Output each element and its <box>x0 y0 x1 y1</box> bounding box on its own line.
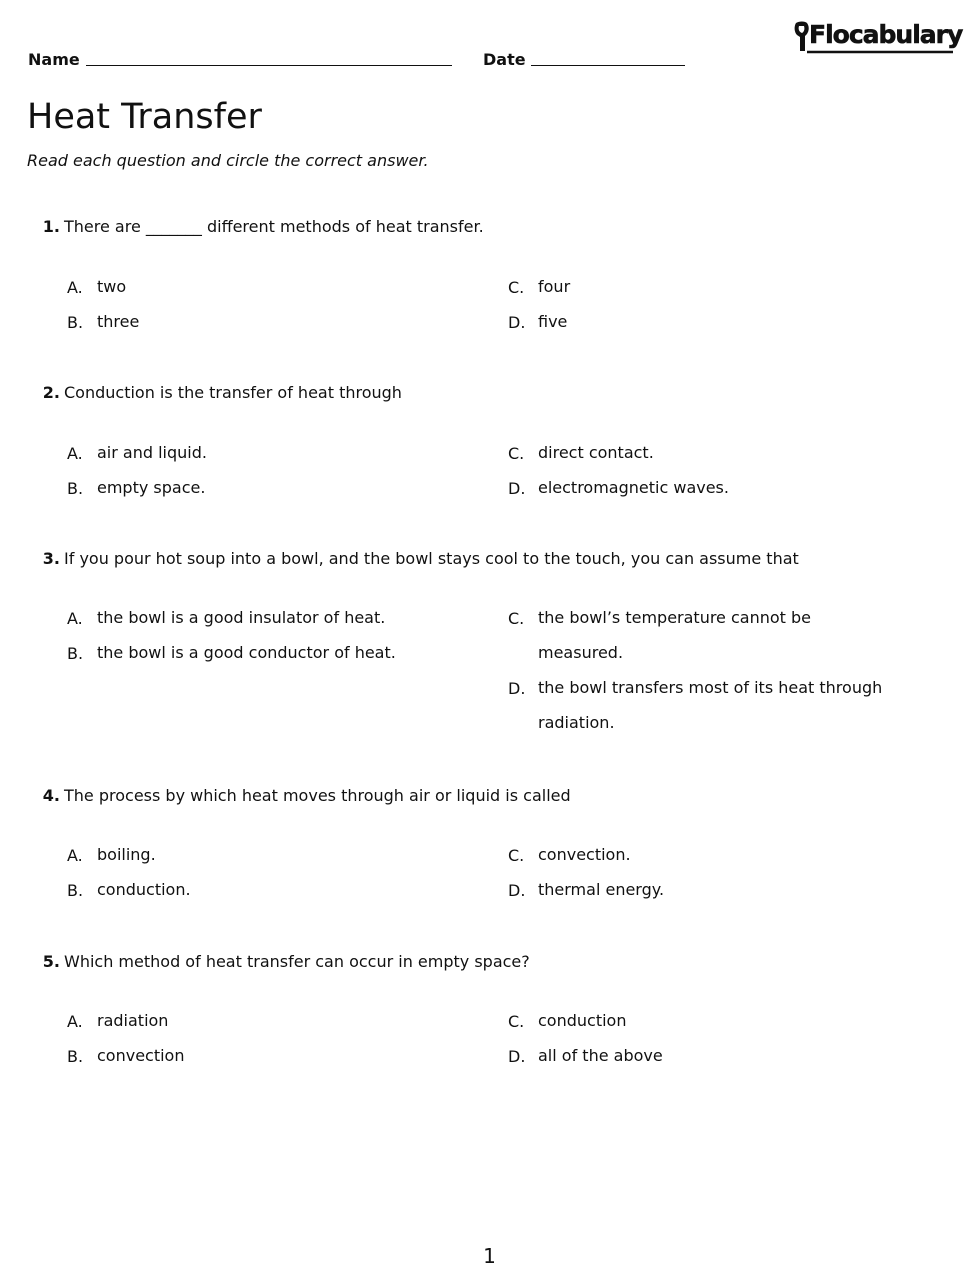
option-text: four <box>538 277 571 296</box>
option-letter: D. <box>508 679 526 698</box>
option-text: the bowl is a good conductor of heat. <box>97 643 396 662</box>
option-letter: A. <box>67 1012 83 1031</box>
question-number: 2. <box>42 383 60 402</box>
option-text: convection <box>97 1046 185 1065</box>
logo-underline-icon <box>807 48 953 56</box>
option-letter: D. <box>508 1047 526 1066</box>
question-text: If you pour hot soup into a bowl, and the bowl stays cool to the touch, you can assume that <box>64 549 799 568</box>
option-text: conduction <box>538 1011 627 1030</box>
option-text: the bowl is a good insulator of heat. <box>97 608 386 627</box>
option-text: five <box>538 312 568 331</box>
page-title: Heat Transfer <box>27 97 262 137</box>
option-text: the bowl transfers most of its heat through radiation. <box>538 678 883 732</box>
option-letter: B. <box>67 644 84 663</box>
option-letter: A. <box>67 444 83 463</box>
flocabulary-logo <box>793 18 963 58</box>
option-letter: C. <box>508 846 525 865</box>
option-text: conduction. <box>97 880 191 899</box>
option-letter: C. <box>508 1012 525 1031</box>
option-text: the bowl’s temperature cannot be measured. <box>538 608 812 662</box>
question-text: Which method of heat transfer can occur in empty space? <box>64 952 530 971</box>
question-text: Conduction is the transfer of heat through <box>64 383 402 402</box>
question-number: 1. <box>42 217 60 236</box>
option-text: direct contact. <box>538 443 654 462</box>
question-text: The process by which heat moves through air or liquid is called <box>64 786 571 805</box>
option-text: convection. <box>538 845 631 864</box>
option-letter: A. <box>67 846 83 865</box>
option-text: radiation <box>97 1011 169 1030</box>
option-text: boiling. <box>97 845 156 864</box>
logo-text: Flocabulary <box>809 20 963 49</box>
option-letter: D. <box>508 479 526 498</box>
option-letter: B. <box>67 479 84 498</box>
option-text: all of the above <box>538 1046 663 1065</box>
option-letter: B. <box>67 881 84 900</box>
question-number: 4. <box>42 786 60 805</box>
option-letter: C. <box>508 278 525 297</box>
option-text: three <box>97 312 140 331</box>
option-letter: B. <box>67 313 84 332</box>
name-field[interactable] <box>86 65 452 66</box>
option-letter: C. <box>508 444 525 463</box>
question-text: There are _______ different methods of heat transfer. <box>64 217 484 236</box>
option-letter: A. <box>67 278 83 297</box>
option-text: empty space. <box>97 478 206 497</box>
question-number: 5. <box>42 952 60 971</box>
date-field[interactable] <box>531 65 685 66</box>
option-letter: C. <box>508 609 525 628</box>
option-text: electromagnetic waves. <box>538 478 729 497</box>
header <box>28 46 728 72</box>
option-letter: D. <box>508 881 526 900</box>
option-letter: D. <box>508 313 526 332</box>
page-number: 1 <box>483 1244 496 1268</box>
option-text: air and liquid. <box>97 443 207 462</box>
instructions: Read each question and circle the correct answer. <box>27 151 429 170</box>
question-number: 3. <box>42 549 60 568</box>
option-text: two <box>97 277 127 296</box>
option-letter: B. <box>67 1047 84 1066</box>
date-label: Date <box>483 50 526 69</box>
option-letter: A. <box>67 609 83 628</box>
option-text: thermal energy. <box>538 880 665 899</box>
name-label: Name <box>28 50 80 69</box>
